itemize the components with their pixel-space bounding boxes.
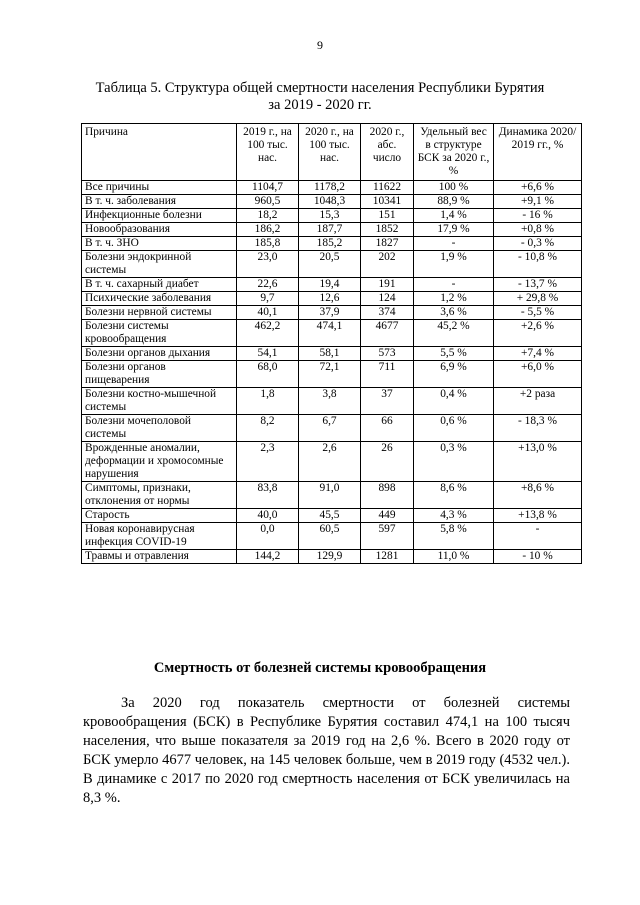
cell-dynamics: - 10,8 % bbox=[494, 251, 582, 278]
cell-cause: Психические заболевания bbox=[82, 292, 237, 306]
table-row bbox=[82, 523, 582, 550]
cell-share: 1,2 % bbox=[414, 292, 494, 306]
cell-share: 0,3 % bbox=[414, 442, 494, 482]
cell-cause: Старость bbox=[82, 509, 237, 523]
header-2020-abs: 2020 г., абс. число bbox=[361, 124, 414, 181]
table-title bbox=[70, 80, 570, 114]
cell-2019-rate: 18,2 bbox=[237, 209, 299, 223]
cell-cause: В т. ч. заболевания bbox=[82, 195, 237, 209]
cell-share: 3,6 % bbox=[414, 306, 494, 320]
header-share: Удельный вес в структуре БСК за 2020 г., % bbox=[414, 124, 494, 181]
cell-2020-rate: 45,5 bbox=[299, 509, 361, 523]
cell-2020-abs: 4677 bbox=[361, 320, 414, 347]
table-title-line-1: Таблица 5. Структура общей смертности населения Республики Бурятия bbox=[95, 80, 545, 96]
cell-2020-abs: 573 bbox=[361, 347, 414, 361]
cell-2019-rate: 186,2 bbox=[237, 223, 299, 237]
cell-2020-abs: 124 bbox=[361, 292, 414, 306]
cell-2019-rate: 185,8 bbox=[237, 237, 299, 251]
cell-2020-rate: 58,1 bbox=[299, 347, 361, 361]
table-row bbox=[82, 209, 582, 223]
table-row bbox=[82, 482, 582, 509]
cell-2020-rate: 3,8 bbox=[299, 388, 361, 415]
cell-dynamics: +2,6 % bbox=[494, 320, 582, 347]
cell-2020-abs: 10341 bbox=[361, 195, 414, 209]
cell-2019-rate: 1,8 bbox=[237, 388, 299, 415]
cell-2020-abs: 1827 bbox=[361, 237, 414, 251]
table-row bbox=[82, 223, 582, 237]
cell-2019-rate: 960,5 bbox=[237, 195, 299, 209]
cell-share: - bbox=[414, 278, 494, 292]
section-heading: Смертность от болезней системы кровообращения bbox=[153, 660, 487, 676]
cell-2020-abs: 898 bbox=[361, 482, 414, 509]
cell-cause: Новообразования bbox=[82, 223, 237, 237]
cell-cause: Болезни костно-мышечной системы bbox=[82, 388, 237, 415]
table-title-line-2: за 2019 - 2020 гг. bbox=[268, 97, 372, 113]
cell-share: 5,5 % bbox=[414, 347, 494, 361]
cell-2020-abs: 1852 bbox=[361, 223, 414, 237]
cell-dynamics: +13,8 % bbox=[494, 509, 582, 523]
table-row bbox=[82, 550, 582, 564]
cell-2020-rate: 474,1 bbox=[299, 320, 361, 347]
table-row bbox=[82, 181, 582, 195]
header-dynamics: Динамика 2020/ 2019 гг., % bbox=[494, 124, 582, 181]
cell-2020-rate: 6,7 bbox=[299, 415, 361, 442]
header-2019-rate: 2019 г., на 100 тыс. нас. bbox=[237, 124, 299, 181]
cell-2020-rate: 129,9 bbox=[299, 550, 361, 564]
cell-dynamics: - 5,5 % bbox=[494, 306, 582, 320]
cell-2020-rate: 37,9 bbox=[299, 306, 361, 320]
cell-2020-rate: 60,5 bbox=[299, 523, 361, 550]
table-header-row bbox=[82, 124, 582, 181]
cell-2020-rate: 185,2 bbox=[299, 237, 361, 251]
page-number: 9 bbox=[317, 38, 323, 52]
table-row bbox=[82, 278, 582, 292]
cell-2019-rate: 144,2 bbox=[237, 550, 299, 564]
mortality-structure-table bbox=[81, 123, 582, 564]
cell-2020-abs: 191 bbox=[361, 278, 414, 292]
cell-cause: Болезни эндокринной системы bbox=[82, 251, 237, 278]
cell-dynamics: +2 раза bbox=[494, 388, 582, 415]
cell-2020-rate: 12,6 bbox=[299, 292, 361, 306]
cell-2020-rate: 1178,2 bbox=[299, 181, 361, 195]
cell-cause: Врожденные аномалии, деформации и хромосомные нарушения bbox=[82, 442, 237, 482]
cell-cause: В т. ч. сахарный диабет bbox=[82, 278, 237, 292]
cell-share: 17,9 % bbox=[414, 223, 494, 237]
header-2020-rate: 2020 г., на 100 тыс. нас. bbox=[299, 124, 361, 181]
cell-dynamics: +9,1 % bbox=[494, 195, 582, 209]
table-row bbox=[82, 237, 582, 251]
cell-dynamics: +7,4 % bbox=[494, 347, 582, 361]
cell-dynamics: - 13,7 % bbox=[494, 278, 582, 292]
cell-share: 1,4 % bbox=[414, 209, 494, 223]
cell-dynamics: - 10 % bbox=[494, 550, 582, 564]
cell-2019-rate: 40,1 bbox=[237, 306, 299, 320]
cell-2020-rate: 2,6 bbox=[299, 442, 361, 482]
cell-2020-abs: 151 bbox=[361, 209, 414, 223]
cell-2020-rate: 15,3 bbox=[299, 209, 361, 223]
cell-dynamics: +6,0 % bbox=[494, 361, 582, 388]
table-row bbox=[82, 509, 582, 523]
cell-cause: Все причины bbox=[82, 181, 237, 195]
table-row bbox=[82, 306, 582, 320]
cell-2020-rate: 19,4 bbox=[299, 278, 361, 292]
cell-2019-rate: 0,0 bbox=[237, 523, 299, 550]
cell-cause: Болезни мочеполовой системы bbox=[82, 415, 237, 442]
cell-cause: Болезни нервной системы bbox=[82, 306, 237, 320]
cell-2019-rate: 462,2 bbox=[237, 320, 299, 347]
cell-2019-rate: 9,7 bbox=[237, 292, 299, 306]
cell-cause: Болезни органов пищеварения bbox=[82, 361, 237, 388]
table-row bbox=[82, 320, 582, 347]
cell-dynamics: +6,6 % bbox=[494, 181, 582, 195]
cell-2019-rate: 2,3 bbox=[237, 442, 299, 482]
cell-2019-rate: 8,2 bbox=[237, 415, 299, 442]
cell-2020-abs: 37 bbox=[361, 388, 414, 415]
cell-cause: Инфекционные болезни bbox=[82, 209, 237, 223]
cell-2020-abs: 202 bbox=[361, 251, 414, 278]
cell-share: 1,9 % bbox=[414, 251, 494, 278]
cell-dynamics: - 16 % bbox=[494, 209, 582, 223]
cell-share: 45,2 % bbox=[414, 320, 494, 347]
cell-2020-rate: 1048,3 bbox=[299, 195, 361, 209]
table-row bbox=[82, 361, 582, 388]
cell-2019-rate: 23,0 bbox=[237, 251, 299, 278]
cell-2020-abs: 26 bbox=[361, 442, 414, 482]
cell-2019-rate: 22,6 bbox=[237, 278, 299, 292]
cell-2019-rate: 68,0 bbox=[237, 361, 299, 388]
table-row bbox=[82, 251, 582, 278]
cell-2020-rate: 91,0 bbox=[299, 482, 361, 509]
cell-2020-rate: 187,7 bbox=[299, 223, 361, 237]
cell-cause: Болезни системы кровообращения bbox=[82, 320, 237, 347]
table-row bbox=[82, 292, 582, 306]
cell-2019-rate: 54,1 bbox=[237, 347, 299, 361]
cell-2020-abs: 374 bbox=[361, 306, 414, 320]
cell-2019-rate: 40,0 bbox=[237, 509, 299, 523]
cell-cause: Симптомы, признаки, отклонения от нормы bbox=[82, 482, 237, 509]
cell-2020-abs: 711 bbox=[361, 361, 414, 388]
cell-2020-abs: 1281 bbox=[361, 550, 414, 564]
cell-cause: Болезни органов дыхания bbox=[82, 347, 237, 361]
table-body bbox=[82, 181, 582, 564]
cell-cause: Новая коронавирусная инфекция COVID-19 bbox=[82, 523, 237, 550]
cell-2020-abs: 11622 bbox=[361, 181, 414, 195]
cell-share: 5,8 % bbox=[414, 523, 494, 550]
table-row bbox=[82, 388, 582, 415]
cell-share: 8,6 % bbox=[414, 482, 494, 509]
cell-share: 0,6 % bbox=[414, 415, 494, 442]
cell-dynamics: - 0,3 % bbox=[494, 237, 582, 251]
cell-share: 88,9 % bbox=[414, 195, 494, 209]
cell-dynamics: - bbox=[494, 523, 582, 550]
cell-share: 4,3 % bbox=[414, 509, 494, 523]
cell-2019-rate: 83,8 bbox=[237, 482, 299, 509]
table-row bbox=[82, 195, 582, 209]
cell-dynamics: - 18,3 % bbox=[494, 415, 582, 442]
cell-2020-abs: 449 bbox=[361, 509, 414, 523]
cell-share: 6,9 % bbox=[414, 361, 494, 388]
body-paragraph: За 2020 год показатель смертности от болезней системы кровообращения (БСК) в Республике Бурятия составил 474,1 на 100 тысяч населения, что выше показателя за 2019 год на 2,6 %. Всего в 2020 году от БСК умерло 4677 человек, на 145 человек больше, чем в 2019 году (4532 чел.). В динамике с 2017 по 2020 год смертность населения от БСК увеличилась на 8,3 %. bbox=[83, 695, 570, 806]
cell-2020-rate: 72,1 bbox=[299, 361, 361, 388]
cell-cause: Травмы и отравления bbox=[82, 550, 237, 564]
cell-share: 100 % bbox=[414, 181, 494, 195]
cell-dynamics: +8,6 % bbox=[494, 482, 582, 509]
cell-share: - bbox=[414, 237, 494, 251]
cell-2020-abs: 597 bbox=[361, 523, 414, 550]
header-cause: Причина bbox=[82, 124, 237, 181]
table-row bbox=[82, 442, 582, 482]
cell-2020-rate: 20,5 bbox=[299, 251, 361, 278]
table-row bbox=[82, 415, 582, 442]
cell-dynamics: + 29,8 % bbox=[494, 292, 582, 306]
cell-dynamics: +13,0 % bbox=[494, 442, 582, 482]
cell-2019-rate: 1104,7 bbox=[237, 181, 299, 195]
cell-2020-abs: 66 bbox=[361, 415, 414, 442]
cell-dynamics: +0,8 % bbox=[494, 223, 582, 237]
table-row bbox=[82, 347, 582, 361]
cell-share: 0,4 % bbox=[414, 388, 494, 415]
cell-cause: В т. ч. ЗНО bbox=[82, 237, 237, 251]
cell-share: 11,0 % bbox=[414, 550, 494, 564]
